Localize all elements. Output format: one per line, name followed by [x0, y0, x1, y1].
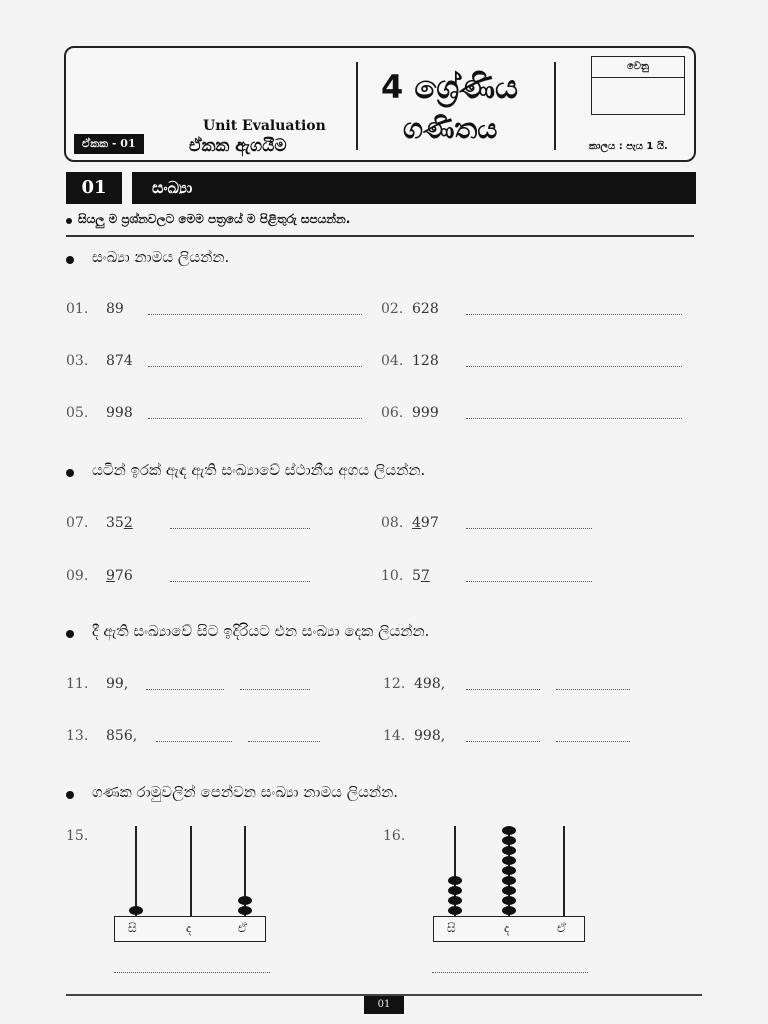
abacus-label-hundreds: සි [447, 921, 456, 935]
abacus-bead [502, 856, 516, 865]
abacus-bead [448, 876, 462, 885]
part-a-heading: සංඛ්‍යා නාමය ලියන්න. [92, 248, 230, 266]
answer-line[interactable] [148, 418, 362, 419]
question-number: 04. [381, 353, 404, 369]
abacus-bead [238, 896, 252, 905]
part-c-heading: දී ඇති සංඛ්‍යාවේ සිට ඉදිරියට එන සංඛ්‍යා දෙක ලියන්න. [92, 622, 430, 640]
abacus-bead [238, 906, 252, 915]
question-value: 998, [414, 728, 446, 744]
part-b-bullet [66, 469, 74, 477]
answer-line[interactable] [556, 741, 630, 742]
grade-title: 4 ශ්‍රේණිය [381, 68, 519, 106]
header-divider-left [356, 62, 358, 150]
abacus-label-tens: ද [504, 921, 510, 935]
subject-title: ගණිතය [403, 112, 498, 145]
question-number: 14. [383, 728, 406, 744]
answer-line[interactable] [148, 314, 362, 315]
abacus-bead [502, 846, 516, 855]
abacus-bead [502, 896, 516, 905]
instruction-text: සියලු ම ප්‍රශ්නවලට මෙම පත්‍රයේ ම පිළිතුරු සපයන්න. [78, 212, 351, 226]
question-value: 497 [412, 515, 439, 531]
question-number: 03. [66, 353, 89, 369]
question-number: 11. [66, 676, 89, 692]
answer-line[interactable] [240, 689, 310, 690]
question-number: 01. [66, 301, 89, 317]
abacus-bead [502, 836, 516, 845]
instruction-rule [66, 235, 694, 237]
abacus-bead [502, 906, 516, 915]
part-c-bullet [66, 630, 74, 638]
abacus-label-hundreds: සි [128, 921, 137, 935]
answer-line[interactable] [466, 528, 592, 529]
abacus-bead [129, 906, 143, 915]
part-b-heading: යටින් ඉරක් ඇඳ ඇති සංඛ්‍යාවේ ස්ථානීය අගය ලියන්න. [92, 461, 426, 479]
question-value: 998 [106, 405, 133, 421]
question-value: 352 [106, 515, 133, 531]
part-a-bullet [66, 256, 74, 264]
question-number: 16. [383, 828, 406, 844]
question-number: 08. [381, 515, 404, 531]
abacus-bead [448, 896, 462, 905]
question-number: 10. [381, 568, 404, 584]
question-number: 12. [383, 676, 406, 692]
question-value: 628 [412, 301, 439, 317]
page-number: 01 [364, 996, 404, 1014]
abacus-label-ones: ඒ [238, 921, 247, 935]
abacus-bead [448, 906, 462, 915]
instruction-bullet [66, 218, 72, 224]
question-value: 856, [106, 728, 138, 744]
question-value: 128 [412, 353, 439, 369]
question-number: 13. [66, 728, 89, 744]
answer-line[interactable] [556, 689, 630, 690]
question-value: 89 [106, 301, 124, 317]
abacus-rod [135, 826, 137, 916]
answer-line[interactable] [466, 314, 682, 315]
question-number: 15. [66, 828, 89, 844]
answer-line[interactable] [170, 581, 310, 582]
answer-line[interactable] [432, 972, 588, 973]
answer-line[interactable] [170, 528, 310, 529]
abacus-label-ones: ඒ [557, 921, 566, 935]
answer-line[interactable] [114, 972, 270, 973]
part-d-heading: ගණක රාමුවලින් පෙන්වන සංඛ්‍යා නාමය ලියන්න. [92, 783, 399, 801]
sinhala-title: ඒකක ඇගයීම [189, 136, 287, 156]
question-value: 57 [412, 568, 430, 584]
question-value: 874 [106, 353, 133, 369]
section-title: සංඛ්‍යා [132, 172, 696, 204]
header-divider-right [554, 62, 556, 150]
index-number-label: වෙනු [591, 56, 685, 78]
answer-line[interactable] [466, 689, 540, 690]
question-number: 05. [66, 405, 89, 421]
unit-number-badge: ඒකක - 01 [74, 134, 144, 154]
question-value: 498, [414, 676, 446, 692]
section-number: 01 [66, 172, 122, 204]
question-number: 09. [66, 568, 89, 584]
index-number-box[interactable] [591, 77, 685, 115]
answer-line[interactable] [156, 741, 232, 742]
answer-line[interactable] [466, 418, 682, 419]
question-value: 976 [106, 568, 133, 584]
question-number: 07. [66, 515, 89, 531]
question-value: 999 [412, 405, 439, 421]
question-value: 99, [106, 676, 129, 692]
abacus-bead [448, 886, 462, 895]
abacus-rod [190, 826, 192, 916]
answer-line[interactable] [466, 366, 682, 367]
abacus-rod [563, 826, 565, 916]
abacus-bead [502, 886, 516, 895]
answer-line[interactable] [146, 689, 224, 690]
abacus-bead [502, 826, 516, 835]
abacus-bead [502, 876, 516, 885]
abacus-bead [502, 866, 516, 875]
abacus-label-tens: ද [186, 921, 192, 935]
english-title: Unit Evaluation [203, 118, 326, 134]
answer-line[interactable] [148, 366, 362, 367]
part-d-bullet [66, 791, 74, 799]
answer-line[interactable] [466, 741, 540, 742]
answer-line[interactable] [466, 581, 592, 582]
time-allowed: කාලය : පැය 1 යි. [589, 141, 668, 152]
question-number: 02. [381, 301, 404, 317]
question-number: 06. [381, 405, 404, 421]
header-box [64, 46, 696, 162]
answer-line[interactable] [248, 741, 320, 742]
